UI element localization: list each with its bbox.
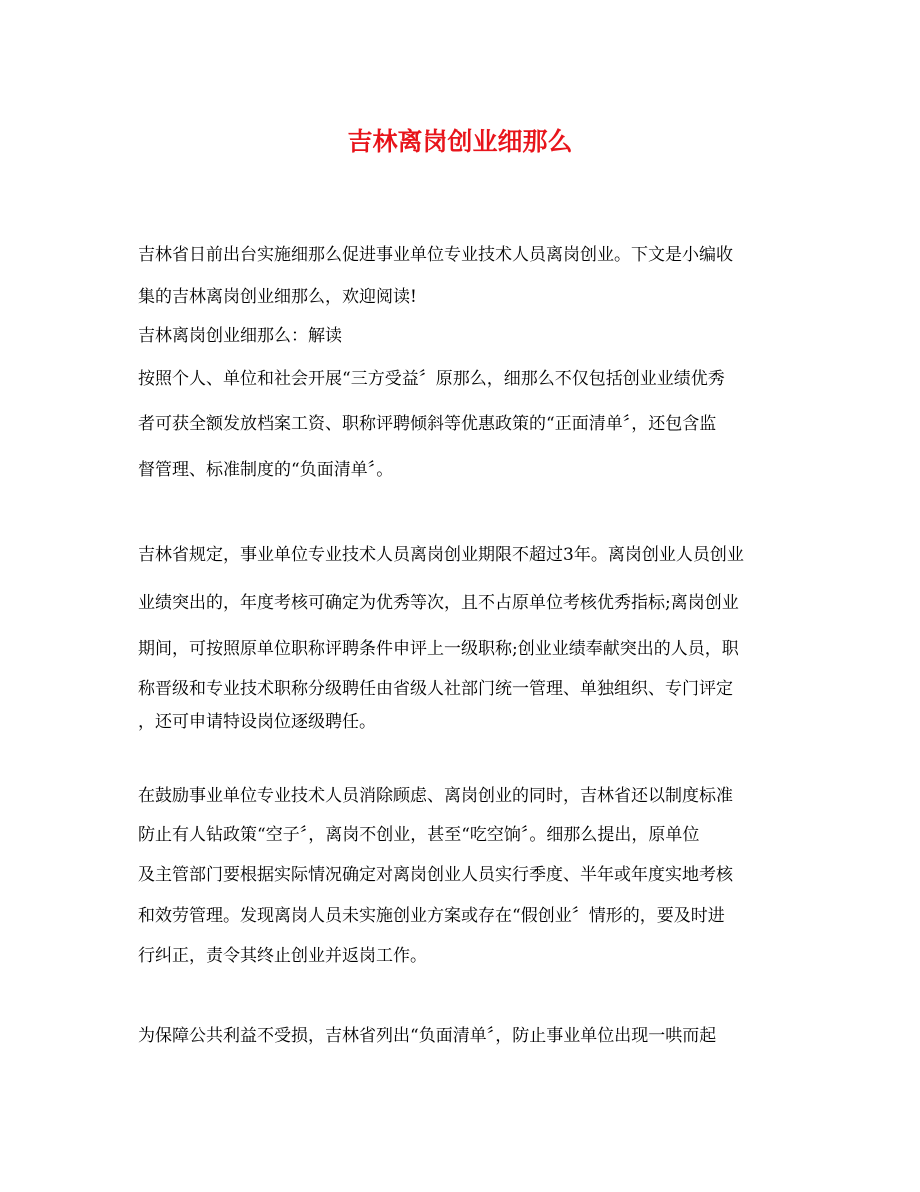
text-line: 行纠正，责令其终止创业并返岗工作。 xyxy=(138,946,427,966)
text-line: 吉林省规定，事业单位专业技术人员离岗创业期限不超过3年。离岗创业人员创业 xyxy=(138,545,744,565)
document-title: 吉林离岗创业细那么 xyxy=(347,127,573,156)
text-line: 吉林离岗创业细那么：解读 xyxy=(138,326,342,346)
text-line: 吉林省日前出台实施细那么促进事业单位专业技术人员离岗创业。下文是小编收 xyxy=(138,245,733,265)
text-line: 为保障公共利益不受损，吉林省列出“负面清单〞，防止事业单位出现一哄而起 xyxy=(138,1026,717,1046)
text-line: ，还可申请特设岗位逐级聘任。 xyxy=(138,712,376,732)
text-line: 期间，可按照原单位职称评聘条件申评上一级职称;创业业绩奉献突出的人员，职 xyxy=(138,639,739,659)
text-line: 防止有人钻政策“空子〞，离岗不创业，甚至“吃空饷〞。细那么提出，原单位 xyxy=(138,825,700,845)
text-line: 和效劳管理。发现离岗人员未实施创业方案或存在“假创业〞情形的，要及时进 xyxy=(138,906,725,926)
text-line: 及主管部门要根据实际情况确定对离岗创业人员实行季度、半年或年度实地考核 xyxy=(138,865,733,885)
text-line: 督管理、标准制度的“负面清单〞。 xyxy=(138,460,394,480)
text-line: 集的吉林离岗创业细那么，欢迎阅读! xyxy=(138,287,417,307)
text-line: 称晋级和专业技术职称分级聘任由省级人社部门统一管理、单独组织、专门评定 xyxy=(138,679,733,699)
text-line: 者可获全额发放档案工资、职称评聘倾斜等优惠政策的“正面清单〞，还包含监 xyxy=(138,414,717,434)
text-line: 按照个人、单位和社会开展“三方受益〞原那么，细那么不仅包括创业业绩优秀 xyxy=(138,369,725,389)
text-line: 业绩突出的，年度考核可确定为优秀等次，且不占原单位考核优秀指标;离岗创业 xyxy=(138,593,739,613)
text-line: 在鼓励事业单位专业技术人员消除顾虑、离岗创业的同时，吉林省还以制度标准 xyxy=(138,786,733,806)
